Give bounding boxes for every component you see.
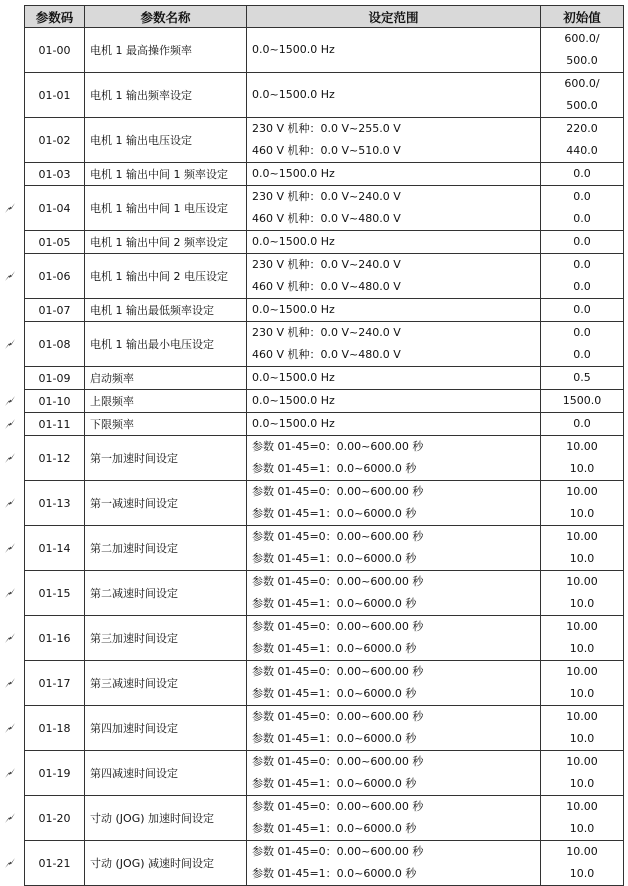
param-default (541, 436, 624, 481)
range-line: 参数 01-45=0：0.00~600.00 秒 (252, 575, 424, 588)
param-code: 01-11 (25, 413, 85, 436)
range-line: 参数 01-45=1：0.0~6000.0 秒 (252, 552, 417, 565)
range-line: 参数 01-45=0：0.00~600.00 秒 (252, 665, 424, 678)
param-range (247, 73, 541, 118)
param-code: 01-09 (25, 367, 85, 390)
default-line: 10.0 (569, 462, 595, 475)
param-default (541, 118, 624, 163)
param-name: 启动频率 (85, 367, 247, 390)
default-line: 10.00 (566, 485, 598, 498)
range-line: 230 V 机种：0.0 V~255.0 V (252, 122, 401, 135)
table-row (25, 254, 624, 299)
param-default (541, 841, 624, 886)
range-line: 参数 01-45=0：0.00~600.00 秒 (252, 485, 424, 498)
header-default: 初始值 (541, 6, 624, 28)
table-row (25, 751, 624, 796)
param-default (541, 751, 624, 796)
run-time-modifiable-icon (3, 766, 17, 780)
param-range (247, 571, 541, 616)
range-line: 参数 01-45=1：0.0~6000.0 秒 (252, 597, 417, 610)
param-default (541, 254, 624, 299)
param-range (247, 254, 541, 299)
range-line: 0.0~1500.0 Hz (252, 235, 335, 248)
param-range (247, 706, 541, 751)
param-name: 下限频率 (85, 413, 247, 436)
default-line: 0.0 (573, 235, 591, 248)
param-default (541, 322, 624, 367)
range-line: 0.0~1500.0 Hz (252, 43, 335, 56)
default-line: 10.00 (566, 575, 598, 588)
param-range (247, 299, 541, 322)
range-line: 参数 01-45=0：0.00~600.00 秒 (252, 530, 424, 543)
table-body (25, 28, 624, 886)
default-line: 10.0 (569, 507, 595, 520)
param-name: 第二加速时间设定 (85, 526, 247, 571)
default-line: 0.0 (573, 303, 591, 316)
range-line: 参数 01-45=1：0.0~6000.0 秒 (252, 732, 417, 745)
param-range (247, 390, 541, 413)
param-code: 01-14 (25, 526, 85, 571)
param-default (541, 796, 624, 841)
default-line: 10.0 (569, 822, 595, 835)
param-default (541, 28, 624, 73)
run-time-modifiable-icon (3, 496, 17, 510)
param-name: 第一加速时间设定 (85, 436, 247, 481)
param-name: 上限频率 (85, 390, 247, 413)
param-name: 第二减速时间设定 (85, 571, 247, 616)
default-line: 0.0 (573, 258, 591, 271)
default-line: 10.00 (566, 710, 598, 723)
run-time-modifiable-icon (3, 586, 17, 600)
run-time-modifiable-icon (3, 676, 17, 690)
param-range (247, 28, 541, 73)
table-row (25, 436, 624, 481)
param-code: 01-04 (25, 186, 85, 231)
param-default (541, 526, 624, 571)
param-default (541, 186, 624, 231)
default-line: 1500.0 (562, 394, 602, 407)
run-time-modifiable-icon (3, 451, 17, 465)
table-row (25, 186, 624, 231)
table-row (25, 661, 624, 706)
range-line: 0.0~1500.0 Hz (252, 371, 335, 384)
default-line: 500.0 (566, 99, 598, 112)
default-line: 0.0 (573, 190, 591, 203)
table-row (25, 413, 624, 436)
default-line: 10.0 (569, 867, 595, 880)
param-range (247, 163, 541, 186)
default-line: 10.0 (569, 642, 595, 655)
param-default (541, 299, 624, 322)
range-line: 参数 01-45=0：0.00~600.00 秒 (252, 710, 424, 723)
range-line: 0.0~1500.0 Hz (252, 303, 335, 316)
param-range (247, 413, 541, 436)
default-line: 600.0/ (564, 77, 600, 90)
param-range (247, 481, 541, 526)
param-code: 01-02 (25, 118, 85, 163)
default-line: 10.00 (566, 800, 598, 813)
range-line: 460 V 机种：0.0 V~480.0 V (252, 280, 401, 293)
param-name: 电机 1 输出电压设定 (85, 118, 247, 163)
run-time-modifiable-icon (3, 811, 17, 825)
param-code: 01-05 (25, 231, 85, 254)
default-line: 0.0 (573, 280, 591, 293)
header-name: 参数名称 (85, 6, 247, 28)
table-row (25, 526, 624, 571)
param-name: 电机 1 输出中间 1 频率设定 (85, 163, 247, 186)
param-default (541, 481, 624, 526)
param-range (247, 231, 541, 254)
range-line: 参数 01-45=1：0.0~6000.0 秒 (252, 822, 417, 835)
run-time-modifiable-icon (3, 856, 17, 870)
default-line: 0.0 (573, 326, 591, 339)
default-line: 10.00 (566, 755, 598, 768)
param-name: 寸动 (JOG) 减速时间设定 (85, 841, 247, 886)
param-range (247, 751, 541, 796)
run-time-modifiable-icon (3, 721, 17, 735)
table-row (25, 299, 624, 322)
range-line: 0.0~1500.0 Hz (252, 88, 335, 101)
table-row (25, 28, 624, 73)
table-header-row (25, 6, 624, 28)
default-line: 10.0 (569, 552, 595, 565)
param-range (247, 796, 541, 841)
param-name: 电机 1 输出中间 2 频率设定 (85, 231, 247, 254)
run-time-modifiable-icon (3, 337, 17, 351)
param-code: 01-12 (25, 436, 85, 481)
param-default (541, 231, 624, 254)
range-line: 参数 01-45=1：0.0~6000.0 秒 (252, 462, 417, 475)
default-line: 600.0/ (564, 32, 600, 45)
param-range (247, 186, 541, 231)
range-line: 0.0~1500.0 Hz (252, 167, 335, 180)
param-default (541, 413, 624, 436)
default-line: 0.0 (573, 348, 591, 361)
param-name: 电机 1 输出频率设定 (85, 73, 247, 118)
param-range (247, 367, 541, 390)
param-name: 电机 1 最高操作频率 (85, 28, 247, 73)
default-line: 10.0 (569, 732, 595, 745)
default-line: 10.00 (566, 845, 598, 858)
table-row (25, 571, 624, 616)
run-time-modifiable-icon (3, 541, 17, 555)
default-line: 10.00 (566, 620, 598, 633)
default-line: 10.00 (566, 530, 598, 543)
table-row (25, 73, 624, 118)
param-name: 第三加速时间设定 (85, 616, 247, 661)
param-code: 01-17 (25, 661, 85, 706)
header-range: 设定范围 (247, 6, 541, 28)
param-code: 01-18 (25, 706, 85, 751)
range-line: 0.0~1500.0 Hz (252, 417, 335, 430)
param-default (541, 661, 624, 706)
table-row (25, 481, 624, 526)
param-code: 01-06 (25, 254, 85, 299)
parameter-table (24, 5, 624, 886)
default-line: 10.00 (566, 440, 598, 453)
param-code: 01-13 (25, 481, 85, 526)
range-line: 参数 01-45=1：0.0~6000.0 秒 (252, 867, 417, 880)
param-range (247, 841, 541, 886)
range-line: 参数 01-45=0：0.00~600.00 秒 (252, 440, 424, 453)
param-default (541, 367, 624, 390)
range-line: 参数 01-45=1：0.0~6000.0 秒 (252, 507, 417, 520)
default-line: 440.0 (566, 144, 598, 157)
run-time-modifiable-icon (3, 417, 17, 431)
param-name: 电机 1 输出最小电压设定 (85, 322, 247, 367)
param-default (541, 163, 624, 186)
table-row (25, 163, 624, 186)
range-line: 参数 01-45=0：0.00~600.00 秒 (252, 800, 424, 813)
default-line: 10.00 (566, 665, 598, 678)
table-row (25, 367, 624, 390)
param-range (247, 616, 541, 661)
default-line: 220.0 (566, 122, 598, 135)
default-line: 0.0 (573, 212, 591, 225)
param-code: 01-21 (25, 841, 85, 886)
param-range (247, 661, 541, 706)
param-name: 寸动 (JOG) 加速时间设定 (85, 796, 247, 841)
param-code: 01-20 (25, 796, 85, 841)
param-range (247, 322, 541, 367)
param-code: 01-07 (25, 299, 85, 322)
param-range (247, 436, 541, 481)
param-code: 01-19 (25, 751, 85, 796)
table-row (25, 118, 624, 163)
param-name: 第一减速时间设定 (85, 481, 247, 526)
range-line: 230 V 机种：0.0 V~240.0 V (252, 190, 401, 203)
table-row (25, 841, 624, 886)
range-line: 参数 01-45=1：0.0~6000.0 秒 (252, 642, 417, 655)
param-name: 电机 1 输出中间 2 电压设定 (85, 254, 247, 299)
range-line: 0.0~1500.0 Hz (252, 394, 335, 407)
table-row (25, 231, 624, 254)
default-line: 10.0 (569, 687, 595, 700)
default-line: 10.0 (569, 597, 595, 610)
param-default (541, 571, 624, 616)
param-range (247, 118, 541, 163)
range-line: 460 V 机种：0.0 V~480.0 V (252, 348, 401, 361)
table-row (25, 616, 624, 661)
param-default (541, 73, 624, 118)
run-time-modifiable-icon (3, 631, 17, 645)
range-line: 参数 01-45=0：0.00~600.00 秒 (252, 620, 424, 633)
run-time-modifiable-icon (3, 269, 17, 283)
param-default (541, 616, 624, 661)
range-line: 参数 01-45=1：0.0~6000.0 秒 (252, 687, 417, 700)
range-line: 230 V 机种：0.0 V~240.0 V (252, 326, 401, 339)
param-name: 第四加速时间设定 (85, 706, 247, 751)
param-code: 01-08 (25, 322, 85, 367)
default-line: 10.0 (569, 777, 595, 790)
param-range (247, 526, 541, 571)
param-code: 01-10 (25, 390, 85, 413)
default-line: 0.0 (573, 167, 591, 180)
param-name: 电机 1 输出最低频率设定 (85, 299, 247, 322)
run-time-modifiable-icon (3, 394, 17, 408)
param-code: 01-00 (25, 28, 85, 73)
table-row (25, 706, 624, 751)
table-row (25, 390, 624, 413)
param-code: 01-01 (25, 73, 85, 118)
table-row (25, 796, 624, 841)
header-code: 参数码 (25, 6, 85, 28)
default-line: 0.5 (573, 371, 591, 384)
param-default (541, 390, 624, 413)
range-line: 参数 01-45=0：0.00~600.00 秒 (252, 845, 424, 858)
param-name: 第三减速时间设定 (85, 661, 247, 706)
range-line: 460 V 机种：0.0 V~510.0 V (252, 144, 401, 157)
range-line: 460 V 机种：0.0 V~480.0 V (252, 212, 401, 225)
param-code: 01-16 (25, 616, 85, 661)
default-line: 0.0 (573, 417, 591, 430)
range-line: 230 V 机种：0.0 V~240.0 V (252, 258, 401, 271)
param-code: 01-03 (25, 163, 85, 186)
default-line: 500.0 (566, 54, 598, 67)
modify-mark-column (0, 0, 24, 871)
range-line: 参数 01-45=1：0.0~6000.0 秒 (252, 777, 417, 790)
param-default (541, 706, 624, 751)
param-name: 第四减速时间设定 (85, 751, 247, 796)
run-time-modifiable-icon (3, 201, 17, 215)
range-line: 参数 01-45=0：0.00~600.00 秒 (252, 755, 424, 768)
param-code: 01-15 (25, 571, 85, 616)
table-row (25, 322, 624, 367)
param-name: 电机 1 输出中间 1 电压设定 (85, 186, 247, 231)
